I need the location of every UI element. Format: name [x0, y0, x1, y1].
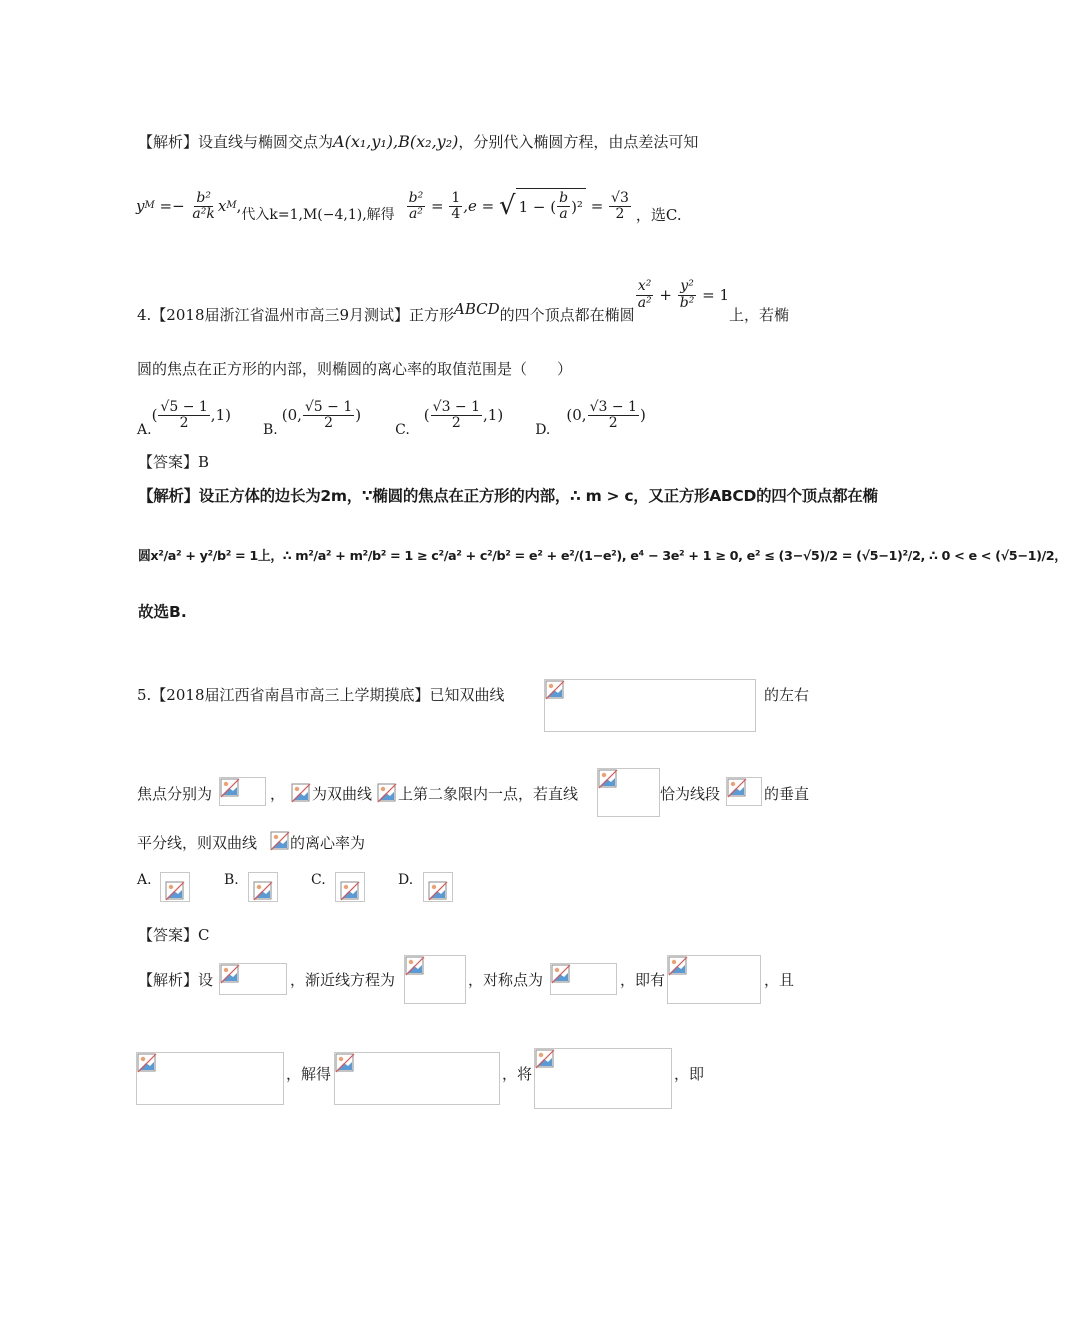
broken-image-icon	[551, 964, 571, 984]
ratio-num: b²	[408, 189, 424, 206]
ym-frac	[190, 191, 216, 223]
sol3-text2: ，分别代入椭圆方程，由点差法可知	[458, 133, 699, 151]
sqrt-inner: 1 − (	[518, 197, 557, 216]
optD-r: )	[639, 406, 646, 425]
q5-s1-e: ，且	[764, 971, 795, 989]
broken-image-icon	[291, 783, 311, 803]
broken-image-icon	[253, 881, 273, 901]
ba-frac	[557, 191, 570, 223]
broken-image-icon	[377, 783, 397, 803]
optB-den: 2	[324, 414, 334, 431]
substitution-image	[534, 1048, 672, 1109]
set-point-image	[219, 963, 287, 995]
foci-image	[219, 777, 266, 806]
optA-label: A.	[137, 422, 152, 438]
q5-optB-label: B.	[224, 872, 239, 888]
broken-image-icon	[340, 881, 360, 901]
sqrt-body	[516, 188, 586, 225]
q5-text2: 的左右	[764, 686, 810, 704]
broken-image-icon	[668, 956, 688, 976]
ym-rhs: x	[217, 197, 227, 216]
ym-comma: ,	[236, 197, 242, 216]
ey-num: y²	[680, 278, 694, 295]
sol3-points: A(x₁,y₁),B(x₂,y₂)	[333, 132, 459, 151]
symmetric-point-image	[550, 963, 617, 995]
sol3-text3: 代入k=1,M(−4,1),解得	[241, 206, 395, 223]
optC-r: ,1)	[483, 406, 504, 425]
optA-l: (	[151, 406, 158, 425]
sqrt-sign: √	[499, 191, 516, 222]
broken-image-icon	[220, 964, 240, 984]
ex-den: a²	[637, 294, 652, 311]
optC-den: 2	[451, 414, 461, 431]
q5-s1-c: ，对称点为	[468, 971, 544, 989]
broken-image-icon	[405, 956, 425, 976]
broken-image-icon	[165, 881, 185, 901]
ba-num: b	[559, 190, 569, 206]
segment-image	[726, 777, 762, 806]
broken-image-icon	[727, 778, 747, 798]
broken-image-icon	[220, 778, 240, 798]
e-part: ,e =	[463, 197, 500, 216]
q4-sol-line3: 故选B.	[138, 603, 187, 621]
optC-l: (	[423, 406, 430, 425]
q5-optC-label: C.	[311, 872, 326, 888]
ex-frac	[636, 279, 654, 311]
optA-r: ,1)	[210, 406, 231, 425]
sol3-text1: 设直线与椭圆交点为	[198, 133, 334, 151]
q5-s1-d: ，即有	[620, 971, 666, 989]
optD-frac	[588, 400, 639, 432]
ba-den: a	[559, 206, 568, 223]
ey-den: b²	[679, 294, 695, 311]
q4-line2: 圆的焦点在正方形的内部，则椭圆的离心率的取值范围是（ ）	[137, 360, 573, 378]
optD-label: D.	[535, 422, 551, 438]
ey-frac	[678, 279, 697, 311]
q5-l2-a: 焦点分别为	[137, 785, 213, 803]
q5-optD-label: D.	[398, 872, 414, 888]
line-image	[597, 768, 660, 817]
equation-image-1	[136, 1052, 284, 1105]
e-frac	[609, 191, 631, 223]
q4-text3: 上，若椭	[729, 306, 790, 324]
broken-image-icon	[137, 1053, 157, 1073]
ym-rhs-sub: M	[226, 200, 237, 212]
q5-l2-c: 为双曲线	[312, 785, 373, 803]
q5-s2-b: ，将	[502, 1065, 533, 1083]
analysis-label: 【解析】	[138, 133, 199, 151]
q4-sol-line1: 【解析】设正方体的边长为2m，∵椭圆的焦点在正方形的内部，∴ m > c，又正方形ABCD的四个顶点都在椭	[138, 487, 878, 505]
ratio-eq: =	[426, 197, 449, 216]
ym-num: b²	[196, 189, 211, 206]
q4-text1: 4.【2018届浙江省温州市高三9月测试】正方形	[137, 306, 455, 324]
q5-optB-image	[248, 872, 278, 902]
plus: +	[654, 286, 677, 304]
asymptote-image	[404, 955, 466, 1004]
optD-den: 2	[608, 414, 618, 431]
q4-text2: 的四个顶点都在椭圆	[499, 306, 635, 324]
optB-frac	[303, 400, 354, 432]
q4-abcd: ABCD	[454, 300, 500, 318]
q5-text1: 5.【2018届江西省南昌市高三上学期摸底】已知双曲线	[137, 686, 505, 704]
ex-num: x²	[637, 278, 652, 295]
q5-l3-a: 平分线，则双曲线	[137, 834, 258, 852]
optA-num: √5 − 1	[160, 398, 208, 415]
q4-line1	[137, 266, 789, 324]
ym-lhs: y	[136, 197, 145, 216]
optD-num: √3 − 1	[589, 398, 637, 415]
quarter-den: 4	[451, 205, 461, 222]
q5-l2-d: 上第二象限内一点，若直线	[398, 785, 579, 803]
optD-l: (0,	[566, 406, 587, 425]
ym-eq: =−	[154, 197, 190, 216]
q5-optD-image	[423, 872, 453, 902]
q5-l2-b: ，	[270, 785, 286, 803]
ym-sub: M	[144, 200, 155, 212]
broken-image-icon	[535, 1049, 555, 1069]
optB-num: √5 − 1	[304, 398, 353, 415]
q4-answer: 【答案】B	[138, 453, 210, 471]
q5-optC-image	[335, 872, 365, 902]
e-den: 2	[615, 205, 625, 222]
q5-answer: 【答案】C	[138, 926, 210, 944]
quarter-frac	[449, 191, 462, 223]
q5-optA-label: A.	[137, 872, 152, 888]
q5-l3-b: 的离心率为	[290, 834, 366, 852]
sol3-line1	[138, 132, 698, 151]
broken-image-icon	[270, 831, 290, 851]
q5-l2-f: 的垂直	[764, 785, 810, 803]
q4-sol-line2: 圆x²/a² + y²/b² = 1上，∴ m²/a² + m²/b² = 1 ≥ c²/a² + c²/b² = e² + e²/(1−e²), e⁴ − 3e² + 1 ≥ 0, e² ≤ (3−√5)/2 = (√5−1)²/2, ∴ 0 < e < (√5−1)/2，	[138, 549, 1067, 564]
optC-label: C.	[395, 422, 410, 438]
broken-image-icon	[428, 881, 448, 901]
q5-s1-a: 【解析】设	[138, 971, 214, 989]
q5-s2-c: ，即	[674, 1065, 705, 1083]
hyperbola-equation-image	[544, 679, 756, 732]
sol3-text4: ，选C.	[635, 206, 682, 225]
q5-l2-e: 恰为线段	[660, 785, 721, 803]
broken-image-icon	[598, 769, 618, 789]
optA-frac	[158, 400, 209, 432]
optB-l: (0,	[281, 406, 302, 425]
ratio-frac	[407, 191, 426, 223]
solution-image	[334, 1052, 500, 1105]
optA-den: 2	[179, 414, 189, 431]
quarter-num: 1	[451, 189, 461, 206]
eq1: = 1	[697, 286, 729, 304]
ratio-den: a²	[408, 205, 423, 222]
broken-image-icon	[545, 680, 565, 700]
optC-frac	[431, 400, 482, 432]
q5-s2-a: ，解得	[286, 1065, 332, 1083]
optB-label: B.	[262, 422, 278, 438]
optB-r: )	[355, 406, 362, 425]
e-num: √3	[611, 189, 629, 206]
broken-image-icon	[335, 1053, 355, 1073]
sol3-line2	[136, 188, 682, 225]
optC-num: √3 − 1	[432, 398, 481, 415]
q4-options	[137, 392, 646, 439]
q5-s1-b: ，渐近线方程为	[290, 971, 396, 989]
condition-image	[667, 955, 761, 1004]
e-eq: =	[585, 197, 609, 216]
q5-optA-image	[160, 872, 190, 902]
sqrt-inner-end: )²	[571, 197, 583, 216]
ym-den: a²k	[192, 205, 215, 222]
